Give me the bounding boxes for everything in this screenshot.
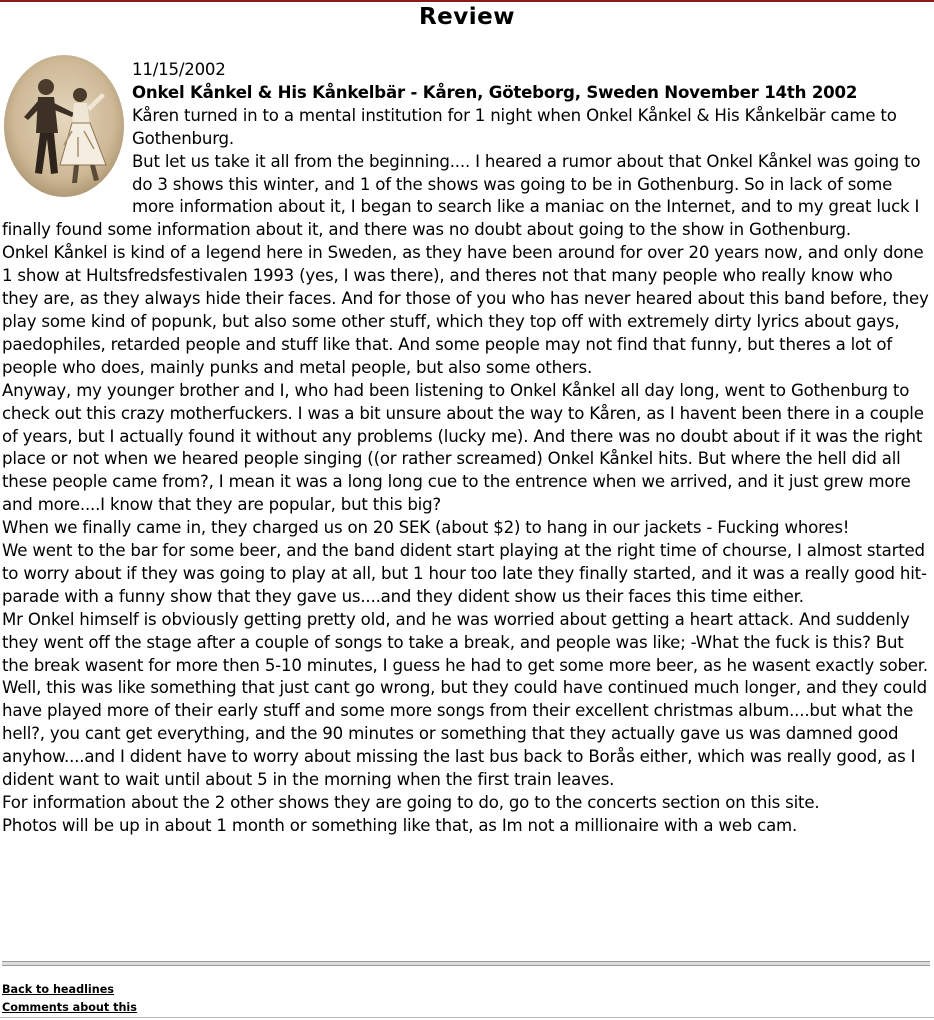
section-divider [2, 961, 930, 966]
review-article [2, 59, 930, 838]
footer-links [2, 981, 137, 1016]
back-to-headlines-link[interactable]: Back to headlines [2, 983, 114, 996]
comments-link[interactable]: Comments about this [2, 1000, 137, 1014]
article-paragraph: For information about the 2 other shows they are going to do, go to the concerts section on this site. [2, 793, 820, 812]
page-title: Review [418, 4, 516, 30]
dancing-couple-photo [2, 53, 126, 199]
article-paragraph: Kåren turned in to a mental institution for 1 night when Onkel Kånkel & His Kånkelbär came to Gothenburg. [132, 105, 897, 148]
article-paragraph: But let us take it all from the beginning.... I heared a rumor about that Onkel Kånkel was going to do 3 shows this winter, and 1 of the shows was going to be in Gothenburg. So in lack of some more information about it, I began to search like a maniac on the Internet, and to my great luck I finally found some information about it, and there was no doubt about going to the show in Gothenburg. [2, 151, 921, 240]
article-paragraph: Onkel Kånkel is kind of a legend here in Sweden, as they have been around for over 20 years now, and only done 1 show at Hultsfredsfestivalen 1993 (yes, I was there), and theres not that many people who really know who they are, as they always hide their faces. And for those of you who has never heared about this band before, they play some kind of popunk, but also some other stuff, which they top off with extremely dirty lyrics about gays, paedophiles, retarded people and stuff like that. And some people may not find that funny, but theres a lot of people who does, mainly punks and metal people, but also some others. [2, 243, 929, 377]
article-paragraph: Well, this was like something that just cant go wrong, but they could have continued much longer, and they could have played more of their early stuff and some more songs from their excellent christmas album....but what the hell?, you cant get everything, and the 90 minutes or something that they actually gave us was damned good anyhow....and I dident have to worry about missing the last bus back to Borås either, which was really good, as I dident want to wait until about 5 in the morning when the first train leaves. [2, 678, 927, 790]
top-rule [0, 0, 934, 2]
article-headline: Onkel Kånkel & His Kånkelbär - Kåren, Göteborg, Sweden November 14th 2002 [132, 82, 858, 102]
article-paragraph: When we finally came in, they charged us on 20 SEK (about $2) to hang in our jackets - Fucking whores! [2, 518, 850, 538]
article-paragraph: Photos will be up in about 1 month or something like that, as Im not a millionaire with a web cam. [2, 815, 798, 835]
article-paragraph: We went to the bar for some beer, and the band dident start playing at the right time of chourse, I almost started to worry about if they was going to play at all, but 1 hour too late they finally started, and it was a really good hit-parade with a funny show that they gave us....and they dident show us their faces this time either. [2, 541, 927, 606]
article-paragraph: Anyway, my younger brother and I, who had been listening to Onkel Kånkel all day long, went to Gothenburg to check out this crazy motherfuckers. I was a bit unsure about the way to Kåren, as I havent been there in a couple of years, but I actually found it without any problems (lucky me). And there was no doubt about if it was the right place or not when we heared people singing ((or rather screamed) Onkel Kånkel hits. But where the hell did all these people came from?, I mean it was a long long cue to the entrence when we arrived, and it just grew more and more....I know that they are popular, but this big? [2, 380, 924, 515]
bottom-rule [0, 1017, 934, 1018]
article-paragraph: Mr Onkel himself is obviously getting pretty old, and he was worried about getting a heart attack. And suddenly they went off the stage after a couple of songs to take a break, and people was like; -What the fuck is this? But the break wasent for more then 5-10 minutes, I guess he had to get some more beer, as he wasent exactly sober. [2, 609, 928, 675]
article-date: 11/15/2002 [132, 60, 226, 79]
